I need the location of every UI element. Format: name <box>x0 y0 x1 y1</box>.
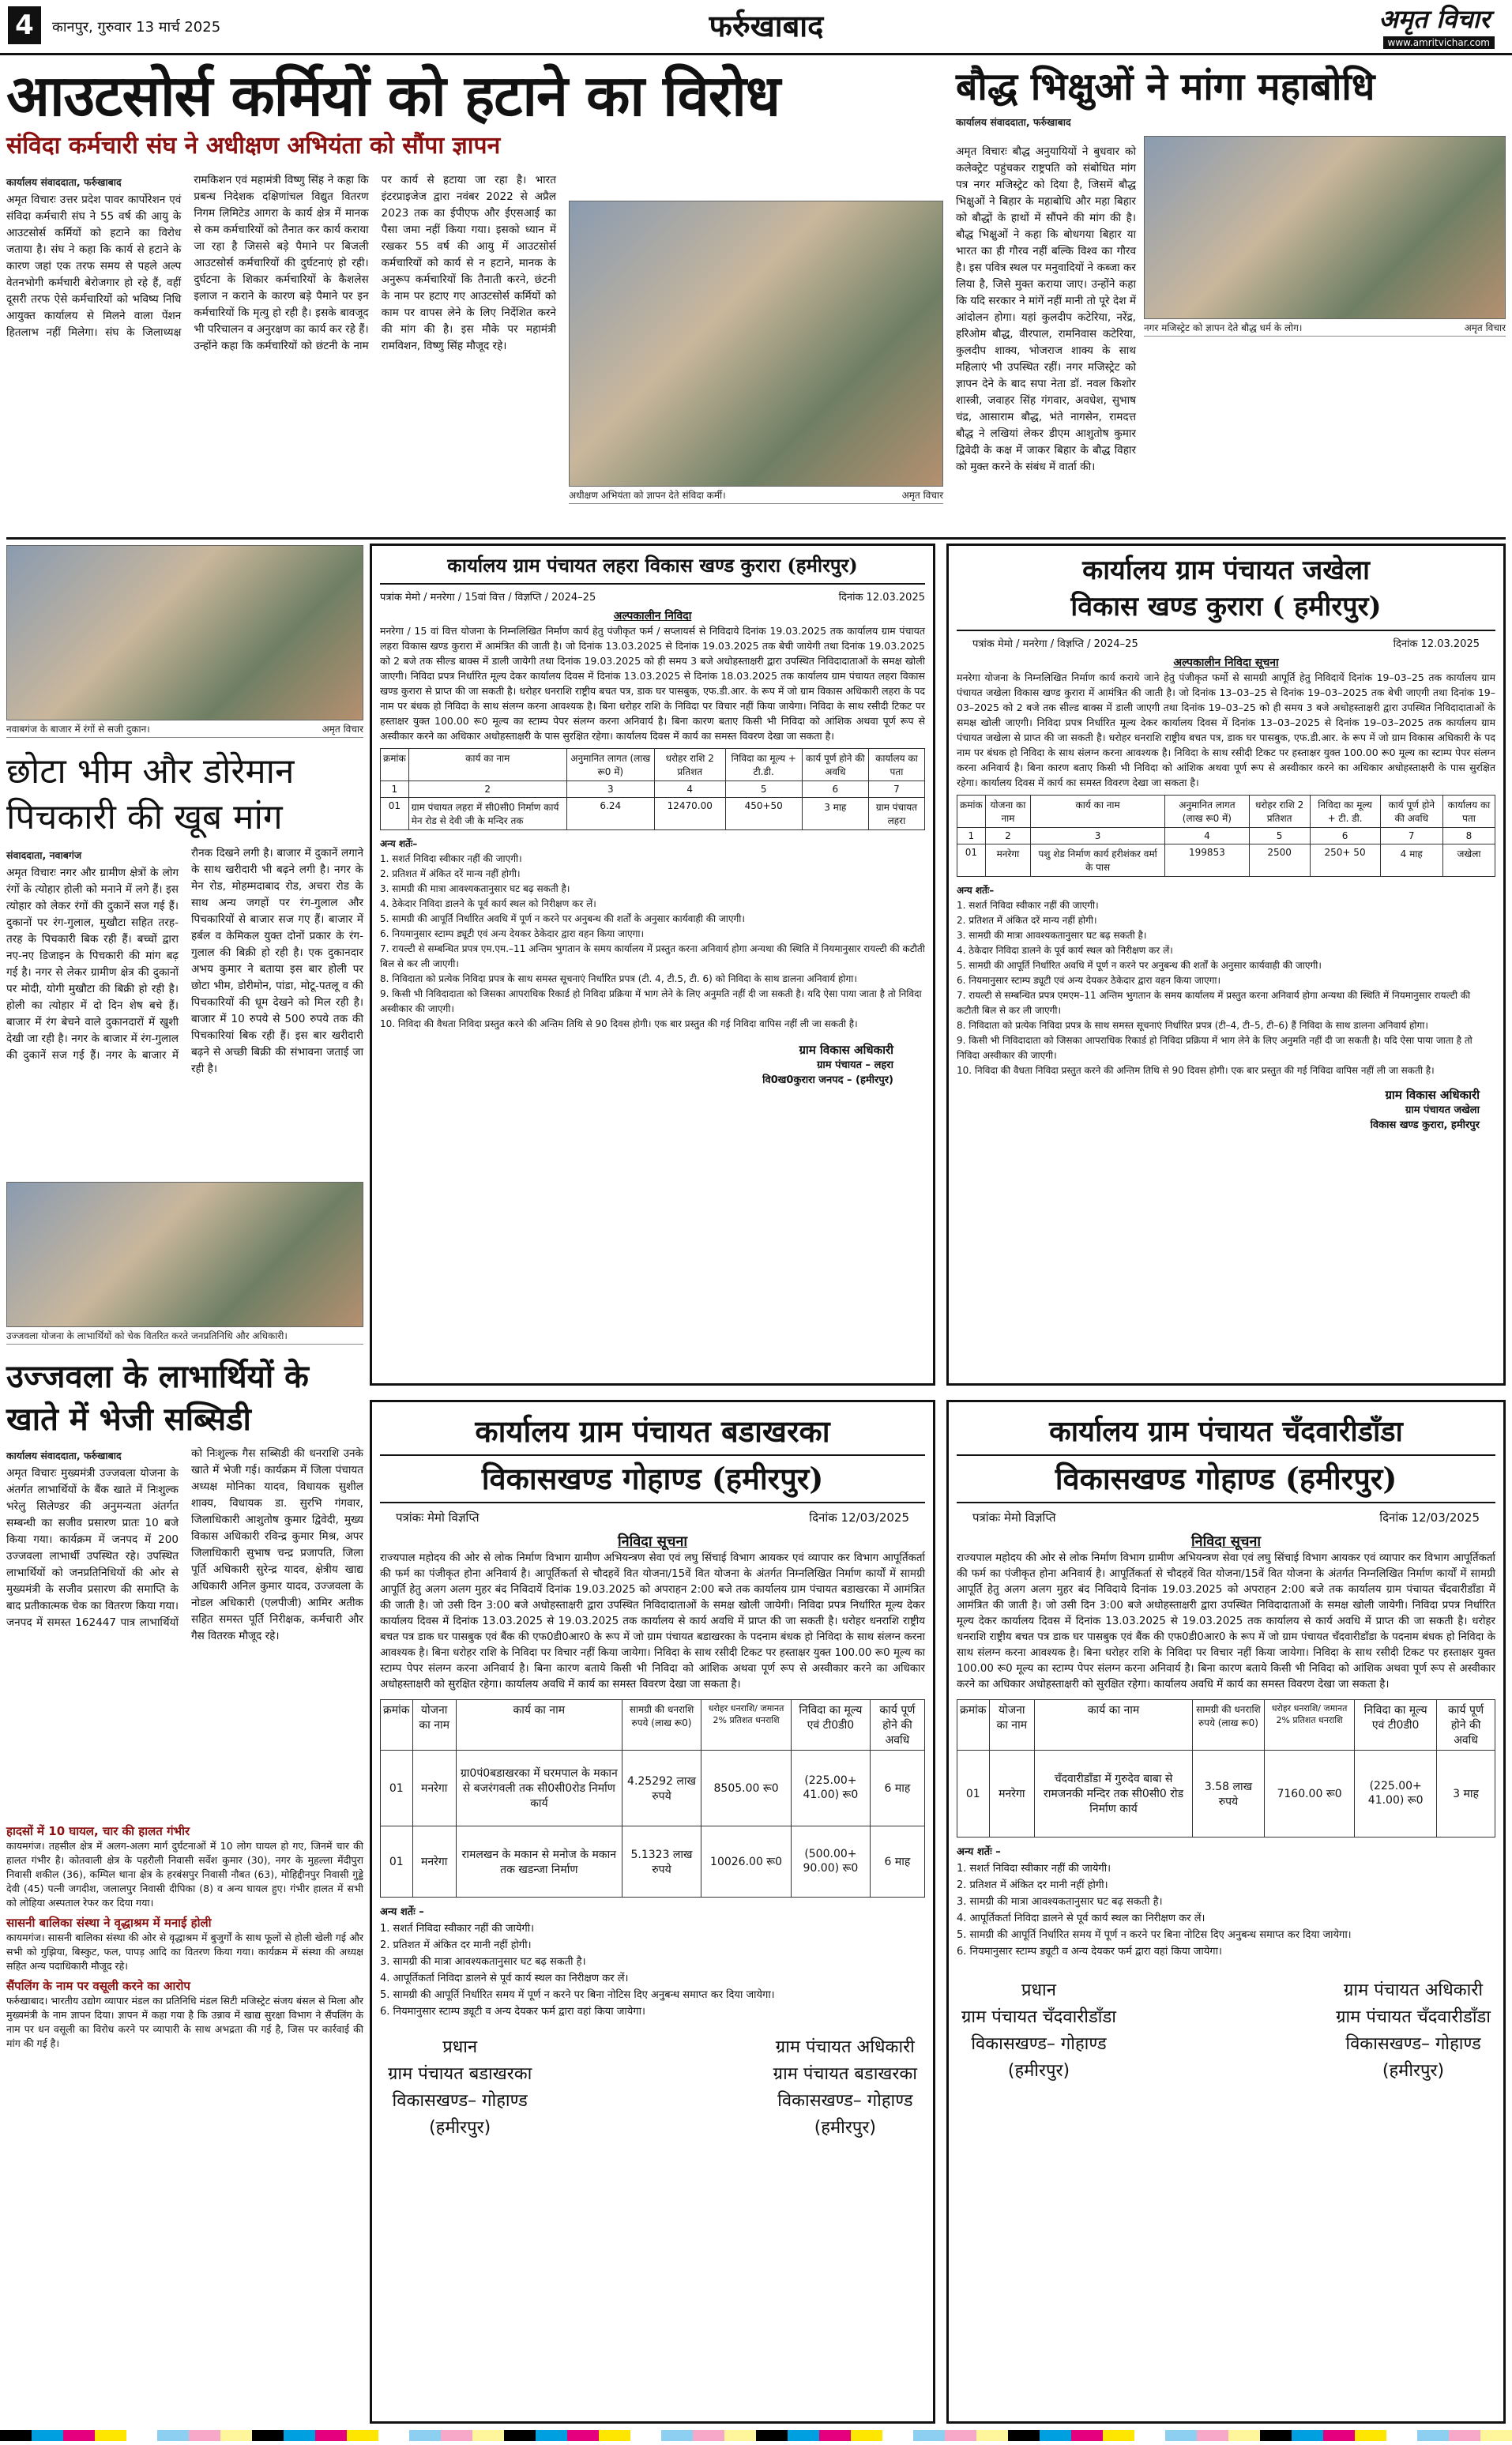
table-cell: 01 <box>381 1826 413 1898</box>
brand-logo: अमृत विचार <box>1378 4 1490 34</box>
table-cell: 6 माह <box>870 1826 924 1898</box>
table-cell: मनरेगा <box>412 1751 456 1826</box>
buddh-body: अमृत विचारः बौद्ध अनुयायियों ने बुधवार को कलेक्ट्रेट पहुंचकर राष्ट्रपति को संबोधित मांग पत्र नगर मजिस्ट्रेट को दिया है, जिसमें बौद्ध भिक्षुओं ने बिहार के महाबोधि और महा बिहार को बौद्धों के हाथों में सौंपने की मांग की है। बौद्ध भिक्षुओं ने कहा कि बोधगया बिहार या भारत का ही गौरव नहीं बल्कि विश्व का गौरव है। इस पवित्र स्थल पर मनुवादियों ने कब्जा कर लिया है, जिसे मुक्त कराया जाए। उन्होंने कहा कि यदि सरकार ने मांगें नहीं मानी तो पूरे देश में आंदोलन होगा। यहां कुलदीप कटेरिया, नरेंद्र, हरिओम बौद्ध, वीरपाल, रामनिवास कटेरिया, कुलदीप शाक्य, भोजराज शाक्य के साथ महिलाएं भी उपस्थित रहीं। नगर मजिस्ट्रेट को ज्ञापन देने के बाद सपा नेता डॉ. नवल किशोर शास्त्री, जवाहर सिंह गंगवार, अवधेश, सुभाष चंद्र, आसाराम बौद्ध, भंते नागसेन, रामदत्त बौद्ध ने लखियां लेकर डीएम आशुतोष कुमार द्विवेदी के कक्ष में जाकर बिहार के बौद्ध विहार को मुक्त करने के संबंध में वार्ता की। <box>956 145 1136 473</box>
color-swatch <box>157 2430 189 2441</box>
lead-headline: आउटसोर्स कर्मियों को हटाने का विरोध <box>6 62 780 129</box>
table-header-row <box>957 1700 1495 1751</box>
condition: 2. प्रतिशत में अंकित दरें मान्य नहीं होगी। <box>957 915 1097 926</box>
signature-line: ग्राम पंचायत चँदवारीडाँडा <box>961 2007 1116 2027</box>
notice-kind: अल्पकालीन निविदा <box>613 610 692 623</box>
color-swatch <box>1386 2430 1418 2441</box>
signature-line: ग्राम पंचायत अधिकारी <box>1344 1980 1484 2000</box>
color-swatch <box>945 2430 976 2441</box>
lead-caption <box>569 487 943 504</box>
signature-line: विकासखण्ड– गोहाण्ड <box>777 2091 913 2111</box>
notice-ref: पत्रांकः मेमो विज्ञप्ति <box>396 1510 480 1525</box>
signature-line: (हमीरपुर) <box>1382 2061 1445 2081</box>
table-row <box>381 798 925 830</box>
holi-photo-credit: अमृत विचार <box>322 724 363 735</box>
condition: 6. नियमानुसार स्टाम्प ड्यूटी एवं अन्य देयकर ठेकेदार द्वारा वहन किया जाएगा। <box>380 928 645 939</box>
table-cell: जखेला <box>1442 844 1495 877</box>
table-header: क्रमांक <box>957 796 986 828</box>
signature-right <box>773 2034 917 2142</box>
table-header: कार्यालय का पता <box>868 749 924 781</box>
table-cell: 2 <box>408 781 566 798</box>
buddh-body-wrap <box>956 144 1506 536</box>
table-cell: 4 माह <box>1380 844 1442 877</box>
ujjwala-caption-text: उज्जवला योजना के लाभार्थियों को चेक वितरित करते जनप्रतिनिधि और अधिकारी। <box>6 1330 288 1341</box>
table-header: धरोहर राशि 2 प्रतिशत <box>1249 796 1310 828</box>
table-cell: 3.58 लाख रुपये <box>1193 1751 1265 1838</box>
table-cell: 01 <box>957 844 986 877</box>
color-swatch <box>1008 2430 1040 2441</box>
color-swatch <box>504 2430 536 2441</box>
condition: 6. नियमानुसार स्टाम्प ड्यूटी व अन्य देयकर फर्म द्वारा वहां किया जायेगा। <box>957 1946 1222 1958</box>
condition: 3. सामग्री की मात्रा आवश्यकतानुसार घट बढ़ सकती है। <box>380 883 570 894</box>
color-swatch <box>1134 2430 1166 2441</box>
condition: 5. सामग्री की आपूर्ति निर्धारित समय में पूर्ण न करने पर बिना नोटिस दिए अनुबन्ध समाप्त कर दिया जायेगा। <box>957 1929 1352 1941</box>
condition: 3. सामग्री की मात्रा आवश्यकतानुसार घट बढ़ सकती है। <box>380 1956 586 1968</box>
table-cell: 7160.00 रू0 <box>1264 1751 1354 1838</box>
table-header: धरोहर धनराशि/ जमानत 2% प्रतिशत धनराशि <box>1264 1700 1354 1751</box>
table-cell: (225.00+ 41.00) रू0 <box>1355 1751 1437 1838</box>
condition: 10. निविदा की वैधता निविदा प्रस्तुत करने की अन्तिम तिथि से 90 दिवस होगी। एक बार प्रस्तुत की गई निविदा वापिस नहीं ली जा सकती है। <box>380 1018 858 1029</box>
table-cell: 6 <box>802 781 868 798</box>
table-cell: ग्रा0पं0बडाखरका में घरमपाल के मकान से बजरंगवली तक सी0सी0रोड निर्माण कार्य <box>456 1751 622 1826</box>
table-header: कार्य का नाम <box>408 749 566 781</box>
holi-body-wrap <box>6 845 363 1172</box>
lead-byline: कार्यालय संवाददाता, फर्रुखाबाद <box>6 176 122 188</box>
brand-url[interactable]: www.amritvichar.com <box>1383 36 1495 49</box>
color-swatch <box>1197 2430 1228 2441</box>
ujjwala-photo <box>6 1182 363 1327</box>
left-column <box>6 545 363 2425</box>
table-cell: 12470.00 <box>654 798 725 830</box>
table-cell: 5 <box>1249 828 1310 844</box>
notice-ref: पत्रांकः मेमो विज्ञप्ति <box>972 1510 1056 1525</box>
condition: 9. किसी भी निविदादाता को जिसका आपराधिक रिकार्ड हो निविदा प्रक्रिया में भाग लेने के लिए अनुमति नहीं दी जा सकती है। यदि ऐसा पाया जाता है तो निविदा अस्वीकार की जाएगी। <box>380 988 922 1014</box>
lead-photo-credit: अमृत विचार <box>901 490 943 501</box>
color-swatch <box>1103 2430 1134 2441</box>
color-swatch <box>724 2430 756 2441</box>
print-color-bar <box>0 2430 1512 2441</box>
signature-line: विकासखण्ड– गोहाण्ड <box>392 2091 528 2111</box>
notice-lahra-title: कार्यालय ग्राम पंचायत लहरा विकास खण्ड कुरारा (हमीरपुर) <box>380 552 925 585</box>
notice-lahra <box>370 544 935 1386</box>
signature-line: ग्राम पंचायत बडाखरका <box>388 2064 532 2084</box>
section-name: फर्रुखाबाद <box>709 8 824 43</box>
notice-chandwari <box>946 1400 1506 2424</box>
ujjwala-body: अमृत विचारः मुख्यमंत्री उज्जवला योजना के अंतर्गत लाभार्थियों के बैंक खाते में निःशुल्क भरेलु सिलेण्डर की अनुमन्यता अंतर्गत सम्बन्धी का सजीव प्रसारण प्रातः 10 बजे किया गया। कार्यक्रम में जनपद में 200 उज्जवला लाभार्थी उपस्थित रहे। उपस्थित लाभार्थियों को जनप्रतिनिधियों की ओर से मुख्यमंत्री के सजीव प्रसारण की समाप्ति के बाद प्रतीकात्मक चेक का वितरण किया गया। जनपद में समस्त 162447 पात्र लाभार्थियों को निःशुल्क गैस सब्सिडी की धनराशि उनके खाते में भेजी गई। कार्यक्रम में जिला पंचायत अध्यक्ष मोनिका यादव, विधायक सुशील शाक्य, विधायक डा. सुरभि गंगवार, जिलाधिकारी आशुतोष कुमार द्विवेदी, मुख्य विकास अधिकारी रविन्द्र कुमार मिश्र, अपर जिलाधिकारी सुभाष चन्द्र प्रजापति, जिला पूर्ति अधिकारी सुरेन्द्र यादव, क्षेत्रीय खाद्य अधिकारी अनिल कुमार यादव, उज्जवला के नोडल अधिकारी (एलपीजी) आमिर अतीक सहित समस्त पूर्ति निरीक्षक, कर्मचारी और गैस वितरक मौजूद रहे। <box>6 1447 363 1642</box>
color-swatch <box>536 2430 567 2441</box>
lead-body-wrap <box>6 172 556 536</box>
table-header: अनुमानित लागत (लाख रू0 में) <box>1165 796 1250 828</box>
color-swatch <box>756 2430 788 2441</box>
notice-conditions <box>957 1844 1495 1960</box>
signature-line: विकासखण्ड– गोहाण्ड <box>971 2034 1107 2054</box>
signature-line: (हमीरपुर) <box>814 2118 876 2138</box>
signature-line: ग्राम पंचायत जखेला <box>1405 1104 1480 1116</box>
color-swatch <box>567 2430 599 2441</box>
condition: 1. सशर्त निविदा स्वीकार नहीं की जायेगी। <box>380 1923 535 1935</box>
table-header: कार्य पूर्ण होने की अवधि <box>1437 1700 1495 1751</box>
table-cell: मनरेगा <box>989 1751 1035 1838</box>
page-number: 4 <box>8 6 41 44</box>
table-row <box>957 828 1495 844</box>
signature-line: ग्राम पंचायत अधिकारी <box>775 2037 915 2057</box>
condition: 7. रायल्टी से सम्बन्धित प्रपत्र एमएम–11 अन्तिम भुगतान के समय कार्यालय में प्रस्तुत करना अनिवार्य होगा अन्यथा की स्थिति में नियमानुसार रायल्टी की कटौती बिल से कर ली जाएगी। <box>957 990 1471 1016</box>
notice-intro: मनरेगा योजना के निम्नलिखित निर्माण कार्य कराये जाने हेतु पंजीकृत फर्मो से सामग्री आपूर्ति हेतु निविदायें दिनांक 19–03–25 तक कार्यालय ग्राम पंचायत जखेला विकास खण्ड कुरारा में आमंत्रित की जाती है। जो दिनांक 13–03–25 से दिनांक 19–03–2025 तक बेची जाएगी तथा दिनांक 19–03–2025 को 2 बजे तक सील्ड बाक्स में डाली जाएगी तथा दिनांक 19–03–25 को ही समय 3 बजे अधोहस्ताक्षरी द्वारा उपस्थित निविदादाताओं के समक्ष खोली जाएगी। निविदा प्रपत्र निर्धारित मूल्य देकर कार्यालय दिवस में दिनांक 13–03–2025 से दिनांक 19–03–2025 तक कार्यालय ग्राम पंचायत जखेला से प्राप्त की जा सकती है। धरोहर धनराशि राष्ट्रीय बचत पत्र, डाक घर पासबुक, एफ.डी.आर. के रूप में जो ग्राम विकास अधिकारी के पद नाम पर बंधक हो निविदा के साथ संलग्न करना आवश्यक है। निविदा के साथ रसीदी टिकट पर हस्ताक्षर युक्त 100.00 रू0 मूल्य का स्टाम्प पेपर संलग्न करना अनिवार्य है। बिना कारण बताए किसी भी निविदा को आंशिक अथवा पूर्ण रूप से अस्वीकार करने का अधिकार अधोहस्ताक्षरी के पास सुरक्षित रहेगा। कार्यालय दिवस में कार्य का समस्त विवरण देखा जा सकता है। <box>957 671 1495 788</box>
notice-ref: पत्रांक मेमो / मनरेगा / 15वां वित्त / विज्ञप्ति / 2024–25 <box>380 592 596 604</box>
notice-badakharka <box>370 1400 935 2424</box>
table-cell: 3 <box>1031 828 1165 844</box>
lead-subhead: संविदा कर्मचारी संघ ने अधीक्षण अभियंता को सौंपा ज्ञापन <box>6 132 501 160</box>
condition: 2. प्रतिशत में अंकित दर मानी नहीं होगी। <box>957 1879 1108 1891</box>
table-cell: 6 <box>1310 828 1380 844</box>
masthead <box>0 0 1512 55</box>
table-cell: मनरेगा <box>985 844 1030 877</box>
color-swatch <box>630 2430 662 2441</box>
notice-kind: अल्पकालीन निविदा सूचना <box>1173 656 1279 669</box>
lead-photo-wrap <box>569 201 943 512</box>
holi-caption-text: नवाबगंज के बाजार में रंगों से सजी दुकान। <box>6 724 150 735</box>
table-cell: चँदवारीडाँडा में गुरुदेव बाबा से रामजनकी मन्दिर तक सी0सी0 रोड निर्माण कार्य <box>1035 1751 1193 1838</box>
color-swatch <box>1417 2430 1449 2441</box>
notice-jakhela-title-1: कार्यालय ग्राम पंचायत जखेला <box>1082 555 1370 586</box>
color-swatch <box>409 2430 441 2441</box>
brief-item <box>6 1978 363 2051</box>
notice-jakhela-title-2: विकास खण्ड कुरारा ( हमीरपुर) <box>957 589 1495 631</box>
notice-date: दिनांक 12/03/2025 <box>1379 1510 1480 1525</box>
color-swatch <box>1449 2430 1480 2441</box>
table-header-row <box>381 1700 925 1751</box>
signature-line: (हमीरपुर) <box>429 2118 491 2138</box>
condition: 5. सामग्री की आपूर्ति निर्धारित अवधि में पूर्ण न करने पर अनुबन्ध की शर्तों के अनुसार कार्यवाही की जाएगी। <box>957 960 1322 971</box>
signature-left <box>388 2034 532 2142</box>
notice-signature <box>957 1088 1495 1133</box>
table-cell: 7 <box>868 781 924 798</box>
conditions-title: अन्य शर्तेः – <box>380 1906 424 1918</box>
notice-table <box>957 795 1495 877</box>
notice-table <box>380 1699 925 1898</box>
condition: 10. निविदा की वैधता निविदा प्रस्तुत करने की अन्तिम तिथि से 90 दिवस होगी। एक बार प्रस्तुत की गई निविदा वापिस नहीं ली जा सकती है। <box>957 1065 1435 1076</box>
color-swatch <box>1355 2430 1386 2441</box>
table-row <box>957 1751 1495 1838</box>
table-cell: 450+50 <box>725 798 802 830</box>
notice-date: दिनांक 12.03.2025 <box>838 592 925 604</box>
table-cell: 4 <box>654 781 725 798</box>
holi-headline-1: छोटा भीम और डोरेमान <box>6 751 295 792</box>
color-swatch <box>189 2430 220 2441</box>
signature-line: (हमीरपुर) <box>1007 2061 1070 2081</box>
holi-headline-2: पिचकारी की खूब मांग <box>6 797 283 837</box>
buddh-byline: कार्यालय संवाददाता, फर्रुखाबाद <box>956 116 1071 128</box>
notice-conditions <box>957 883 1495 1078</box>
brief-body: कायमगंज। सासनी बालिका संस्था की ओर से वृद्धाश्रम में बुजुर्गों के साथ फूलों से होली खेली गई और सभी को गुझिया, बिस्कुट, फल, पापड़ आदि का वितरण किया गया। कार्यक्रम में संस्था की अध्यक्ष सहित अन्य पदाधिकारी मौजूद रहे। <box>6 1932 363 1972</box>
color-swatch <box>661 2430 693 2441</box>
color-swatch <box>788 2430 819 2441</box>
notice-table <box>957 1699 1495 1838</box>
table-cell: 2500 <box>1249 844 1310 877</box>
color-swatch <box>284 2430 315 2441</box>
divider-top <box>6 537 1506 540</box>
condition: 4. ठेकेदार निविदा डालने के पूर्व कार्य स्थल को निरीक्षण कर लें। <box>380 898 596 909</box>
notice-ref: पत्रांक मेमो / मनरेगा / विज्ञप्ति / 2024–25 <box>972 638 1138 650</box>
table-cell: 01 <box>381 1751 413 1826</box>
table-cell: ग्राम पंचायत लहरा में सी0सी0 निर्माण कार्य मेन रोड से देवी जी के मन्दिर तक <box>408 798 566 830</box>
lead-story <box>6 62 943 536</box>
table-header: निविदा का मूल्य एवं टी0डी0 <box>1355 1700 1437 1751</box>
table-header: कार्य पूर्ण होने की अवधि <box>802 749 868 781</box>
table-cell: 6.24 <box>566 798 654 830</box>
buddh-caption-text: नगर मजिस्ट्रेट को ज्ञापन देते बौद्ध धर्म के लोग। <box>1144 322 1303 333</box>
table-header: धरोहर राशि 2 प्रतिशत <box>654 749 725 781</box>
table-header: योजना का नाम <box>989 1700 1035 1751</box>
color-swatch <box>1260 2430 1292 2441</box>
color-swatch <box>693 2430 724 2441</box>
notice-signatures <box>957 1977 1495 2085</box>
signature-line: ग्राम विकास अधिकारी <box>1385 1088 1480 1102</box>
table-cell: (225.00+ 41.00) रू0 <box>791 1751 870 1826</box>
signature-line: प्रधान <box>442 2037 478 2057</box>
lead-body: अमृत विचारः उत्तर प्रदेश पावर कार्पोरेशन एवं संविदा कर्मचारी संघ ने 55 वर्ष की आयु के आउटसोर्स कर्मियों को हटाने का विरोध जताया है। संघ ने कहा कि कार्य से हटाने के कारण जहां एक तरफ समय से पहले अल्प वेतनभोगी कर्मचारी बेरोजगार हो रहे हैं, वहीं दूसरी तरफ ऐसे कर्मचारियों को भविष्य निधि आयुक्त कार्यालय से मिलने वाला पेंशन हितलाभ नहीं मिलेगा। संघ के जिलाध्यक्ष रामकिशन एवं महामंत्री विष्णु सिंह ने कहा कि प्रबन्ध निदेशक दक्षिणांचल विद्युत वितरण निगम लिमिटेड आगरा के कार्य क्षेत्र में मानक से कम कर्मचारियों को तैनात कर कार्य कराया जा रहा है जिससे बड़े पैमाने पर बिजली आउटसोर्स कर्मचारियों की दुर्घटनाएं हो रही। दुर्घटना के शिकार कर्मचारियों के कैशलेस इलाज न कराने के कारण बड़े पैमाने पर इन कर्मचारियों कि मृत्यु हो रही है। इसके बावजूद भी परिचालन व अनुरक्षण का कार्य कर रहे हैं। उन्होंने कहा कि कर्मचारियों को छंटनी के नाम पर कार्य से हटाया जा रहा है। भारत इंटरप्राइजेज द्वारा नवंबर 2022 से अप्रैल 2023 तक का ईपीएफ और ईएसआई का पैसा जमा नहीं किया गया। इसको ध्यान में रखकर 55 वर्ष की आयु में आउटसोर्स कर्मचारियों को कार्य से न हटाने, मानक के अनुरूप कर्मचारियों कि तैनाती करने, छंटनी के नाम पर हटाए गए आउटसोर्स कर्मियों को काम पर वापस लेने के लिए निर्देशित करने की मांग की है। इस मौके पर महामंत्री रामविशन, विष्णु सिंह मौजूद रहे। <box>6 174 556 352</box>
notice-signatures <box>380 2034 925 2142</box>
conditions-title: अन्य शर्तेः– <box>380 838 418 849</box>
table-cell: 1 <box>381 781 409 798</box>
color-swatch <box>1071 2430 1103 2441</box>
table-cell: 01 <box>381 798 409 830</box>
color-swatch <box>1292 2430 1323 2441</box>
color-swatch <box>32 2430 63 2441</box>
brief-title: हादसों में 10 घायल, चार की हालत गंभीर <box>6 1824 190 1838</box>
city-date: कानपुर, गुरुवार 13 मार्च 2025 <box>52 19 221 36</box>
table-cell: मनरेगा <box>412 1826 456 1898</box>
notice-date: दिनांक 12.03.2025 <box>1393 638 1480 650</box>
holi-photo <box>6 545 363 720</box>
buddh-headline: बौद्ध भिक्षुओं ने मांगा महाबोधि <box>956 65 1375 109</box>
signature-line: वि0ख0कुरारा जनपद – (हमीरपुर) <box>762 1074 893 1086</box>
color-swatch <box>441 2430 472 2441</box>
notice-kind: निविदा सूचना <box>1190 1533 1262 1550</box>
table-header: निविदा का मूल्य एवं टी0डी0 <box>791 1700 870 1751</box>
table-cell: 5 <box>725 781 802 798</box>
color-swatch <box>913 2430 945 2441</box>
table-cell: 6 माह <box>870 1751 924 1826</box>
table-cell: 8505.00 रू0 <box>701 1751 792 1826</box>
table-header: कार्यालय का पता <box>1442 796 1495 828</box>
condition: 7. रायल्टी से सम्बन्धित प्रपत्र एम.एम.–11 अन्तिम भुगतान के समय कार्यालय में प्रस्तुत करना अनिवार्य होगा अन्यथा की स्थिति में नियमानुसार रायल्टी की कटौती बिल से कर ली जाएगी। <box>380 943 925 969</box>
notice-conditions <box>380 837 925 1032</box>
table-header: कार्य पूर्ण होने की अवधि <box>870 1700 924 1751</box>
table-header: क्रमांक <box>957 1700 990 1751</box>
signature-line: ग्राम पंचायत चँदवारीडाँडा <box>1336 2007 1491 2027</box>
table-header: अनुमानित लागत (लाख रू0 में) <box>566 749 654 781</box>
table-row <box>381 1751 925 1826</box>
brief-body: फर्रुखाबाद। भारतीय उद्योग व्यापार मंडल का प्रतिनिधि मंडल सिटी मजिस्ट्रेट संजय बंसल से मिला और मुख्यमंत्री के नाम ज्ञापन दिया। ज्ञापन में कहा गया है कि उन्नाव में खाद्य सुरक्षा विभाग ने सैंपलिंग के नाम पर धन वसूली का विरोध करने पर व्यापारी के साथ अभद्रता की गई है, जिस पर कार्रवाई की मांग की गई है। <box>6 1995 363 2049</box>
table-cell: 199853 <box>1165 844 1250 877</box>
signature-line: ग्राम पंचायत बडाखरका <box>773 2064 917 2084</box>
ujjwala-caption <box>6 1327 363 1345</box>
color-swatch <box>63 2430 95 2441</box>
signature-line: विकास खण्ड कुरारा, हमीरपुर <box>1370 1119 1480 1131</box>
table-row <box>381 1826 925 1898</box>
briefs <box>6 1823 363 2051</box>
color-swatch <box>472 2430 504 2441</box>
condition: 8. निविदाता को प्रत्येक निविदा प्रपत्र के साथ समस्त सूचनाएं निर्धारित प्रपत्र (टी–4, टी–5, टी–6) हैं निविदा के साथ डालना अनिवार्य होगा। <box>957 1020 1428 1031</box>
color-swatch <box>315 2430 347 2441</box>
color-swatch <box>976 2430 1008 2441</box>
table-cell: 3 <box>566 781 654 798</box>
condition: 6. नियमानुसार स्टाम्प ड्यूटी एवं अन्य देयकर ठेकेदार द्वारा वहन किया जाएगा। <box>957 975 1221 986</box>
condition: 2. प्रतिशत में अंकित दर मानी नहीं होगी। <box>380 1939 532 1951</box>
color-swatch <box>378 2430 410 2441</box>
notice-badakharka-title-1: कार्यालय ग्राम पंचायत बडाखरका <box>380 1409 925 1456</box>
table-header: कार्य का नाम <box>1035 1700 1193 1751</box>
condition: 9. किसी भी निविदादाता को जिसका आपराधिक रिकार्ड हो निविदा प्रक्रिया में भाग लेने के लिए अनुमति नहीं दी जा सकती है। यदि ऐसा पाया जाता है तो निविदा अस्वीकार की जाएगी। <box>957 1035 1473 1061</box>
color-swatch <box>1165 2430 1197 2441</box>
table-header: कार्य का नाम <box>1031 796 1165 828</box>
color-swatch <box>819 2430 851 2441</box>
signature-line: ग्राम पंचायत – लहरा <box>817 1059 893 1071</box>
brief-item <box>6 1823 363 1910</box>
notice-conditions <box>380 1904 925 2020</box>
color-swatch <box>126 2430 158 2441</box>
lead-caption-text: अधीक्षण अभियंता को ज्ञापन देते संविदा कर्मी। <box>569 490 726 501</box>
notice-chandwari-title-2: विकासखण्ड गोहाण्ड (हमीरपुर) <box>957 1456 1495 1503</box>
table-cell: 250+ 50 <box>1310 844 1380 877</box>
table-header: क्रमांक <box>381 1700 413 1751</box>
table-row <box>957 844 1495 877</box>
signature-line: विकासखण्ड– गोहाण्ड <box>1345 2034 1481 2054</box>
table-header: सामग्री की धनराशि रुपये (लाख रू0) <box>1193 1700 1265 1751</box>
condition: 4. ठेकेदार निविदा डालने के पूर्व कार्य स्थल को निरीक्षण कर लें। <box>957 945 1173 956</box>
table-cell: रामलखन के मकान से मनोज के मकान तक खडन्जा निर्माण <box>456 1826 622 1898</box>
table-cell: 7 <box>1380 828 1442 844</box>
condition: 1. सशर्त निविदा स्वीकार नहीं की जाएगी। <box>380 853 522 864</box>
brief-item <box>6 1915 363 1973</box>
table-header: धरोहर धनराशि/ जमानत 2% प्रतिशत धनराशि <box>701 1700 792 1751</box>
table-cell: 3 माह <box>1437 1751 1495 1838</box>
condition: 4. आपूर्तिकर्ता निविदा डालने से पूर्व कार्य स्थल का निरीक्षण कर लें। <box>380 1973 629 1984</box>
table-header: सामग्री की धनराशि रुपये (लाख रू0) <box>622 1700 701 1751</box>
color-swatch <box>0 2430 32 2441</box>
table-header-row <box>957 796 1495 828</box>
color-swatch <box>252 2430 284 2441</box>
table-header: योजना का नाम <box>412 1700 456 1751</box>
color-swatch <box>599 2430 630 2441</box>
color-swatch <box>1228 2430 1260 2441</box>
color-swatch <box>1480 2430 1512 2441</box>
signature-left <box>961 1977 1116 2085</box>
color-swatch <box>347 2430 378 2441</box>
signature-line: प्रधान <box>1021 1980 1056 2000</box>
holi-body: अमृत विचारः नगर और ग्रामीण क्षेत्रों के लोग रंगों के त्योहार होली को मनाने में लगे हैं। इस त्योहार को लेकर रंगों की दुकानें सज गई हैं। दुकानों पर रंग-गुलाल, मुखौटा सहित तरह-तरह के पिचकारी बिक रही हैं। बच्चों द्वारा नए-नए डिजाइन के पिचकारी की मांग बढ़ गई है। नगर से लेकर ग्रामीण क्षेत्र की दुकानों पर मोदी, योगी मुखौटा की बिक्री हो रही है। होली का त्योहार में दो दिन शेष बचे हैं। बाजार में रंग बेचने वाले दुकानदारों में खुशी देखी जा रही है। नगर के बाजार में रंग-गुलाल की दुकानें सज गई हैं। नगर के बाजार में रौनक दिखने लगी है। बाजार में दुकानें लगाने के साथ खरीदारी भी बढ़ने लगी है। नगर के मेन रोड, मोहम्मदाबाद रोड, अचरा रोड के साथ अन्य जगहों पर रंग-गुलाल और पिचकारियों से बाजार सज गए हैं। बाजार में हर्बल व केमिकल युक्त दोनों प्रकार के रंग-गुलाल की बिक्री हो रही है। एक दुकानदार अभय कुमार ने बताया इस बार होली पर छोटा भीम, डोरीमोन, पांडा, मोटू-पतलू व की पिचकारियों की धूम देखने को मिल रही है। बाजार में 10 रुपये से 500 रुपये तक की पिचकारियां बिक रही हैं। इस बार खरीदारी बढ़ने से अच्छी बिक्री की संभावना जताई जा रही है। <box>6 847 363 1075</box>
notice-chandwari-title-1: कार्यालय ग्राम पंचायत चँदवारीडाँडा <box>957 1409 1495 1456</box>
condition: 5. सामग्री की आपूर्ति निर्धारित समय में पूर्ण न करने पर बिना नोटिस दिए अनुबन्ध समाप्त कर दिया जायेगा। <box>380 1989 775 2001</box>
table-row <box>381 781 925 798</box>
condition: 6. नियमानुसार स्टाम्प ड्यूटी व अन्य देयकर फर्म द्वारा वहां किया जायेगा। <box>380 2006 645 2018</box>
table-cell: पशु शेड निर्माण कार्य हरीशंकर वर्मा के पास <box>1031 844 1165 877</box>
table-cell: 1 <box>957 828 986 844</box>
table-header: योजना का नाम <box>985 796 1030 828</box>
buddh-photo-credit: अमृत विचार <box>1464 322 1506 333</box>
brief-title: सैंपलिंग के नाम पर वसूली करने का आरोप <box>6 1979 190 1993</box>
notice-intro: मनरेगा / 15 वां वित्त योजना के निम्नलिखित निर्माण कार्य हेतु पंजीकृत फर्म / सप्लायर्स से निविदाये दिनांक 19.03.2025 तक कार्यालय ग्राम पंचायत लहरा विकास खण्ड कुरारा में आमंत्रित की जाती है। जो दिनांक 13.03.2025 से दिनांक 19.03.2025 तक बेची जायेगी तथा दिनांक 19.03.2025 को 2 बजे तक सील्ड बाक्स में डाली जायेगी तथा दिनांक 19.03.2025 को ही समय 3 बजे अधोहस्ताक्षरी द्वारा उपस्थित निविदादाताओं के समक्ष खोली जाएगी। निविदा प्रपत्र निर्धारित मूल्य देकर कार्यालय दिवस में दिनांक 13.03.2025 से दिनांक 18.03.2025 तक कार्यालय ग्राम पंचायत लहरा विकास खण्ड कुरारा से प्राप्त की जा सकती है। धरोहर धनराशि राष्ट्रीय बचत पत्र, डाक घर पासबुक, एफ.डी.आर. के रूप में जो ग्राम विकास अधिकारी लहरा के पद नाम पर बंधक हो निविदा के साथ संलग्न करना आवश्यक है। बिना धरोहर राशि के निविदा पर विचार नहीं किया जायेगा। निविदा के साथ रसीदी टिकट पर हस्ताक्षर युक्त 100.00 रू0 मूल्य का स्टाम्प पेपर संलग्न करना अनिवार्य है। बिना कारण बताए किसी भी निविदा को आंशिक अथवा पूर्ण रूप से अस्वीकार करने का अधिकार अधोहस्ताक्षरी के पास सुरक्षित रहेगा। कार्यालय दिवस में कार्य का समस्त विवरण देखा जा सकता है। <box>380 625 925 742</box>
table-cell: 2 <box>985 828 1030 844</box>
condition: 8. निविदाता को प्रत्येक निविदा प्रपत्र के साथ समस्त सूचनाएं निर्धारित प्रपत्र (टी. 4, टी.5, टी. 6) को निविदा के साथ डालना अनिवार्य होगा। <box>380 973 857 984</box>
notice-intro: राज्यपाल महोदय की ओर से लोक निर्माण विभाग ग्रामीण अभियन्त्रण सेवा एवं लघु सिंचाई विभाग आयकर एवं व्यापार कर विभाग आपूर्तिकर्ता की फर्म का पंजीकृत होना अनिवार्य है। आपूर्तिकर्ता से चौदहवें वित योजना/15वें वित योजना के अंतर्गत निम्नलिखित निर्माण कार्यों में सामग्री आपूर्ति हेतु अलग अलग मुहर बंद निविदायें दिनांक 19.03.2025 को अपराहन 2:00 बजे तक कार्यालय ग्राम पंचायत बडाखरका में आमंत्रित की जाती है। जो उसी दिन 3:00 बजे अधोहस्ताक्षरी द्वारा उपस्थित निविदादाताओं के समक्ष खोली जायेगी। निविदा प्रपत्र निर्धारित मूल्य देकर कार्यालय दिवस में दिनांक 13.03.2025 से 19.03.2025 तक कार्यालय से कार्य अवधि में प्राप्त की जा सकती है। धरोहर धनराशि राष्ट्रीय बचत पत्र डाक घर पासबुक एवं बैंक की एफ0डी0आर0 के रूप में जो ग्राम पंचायत बडाखरका के पदनाम बंधक हो निविदा के साथ संलग्न करना आवश्यक है। बिना धरोहर राशि के निविदा पर विचार नहीं किया जायेगा। निविदा के साथ रसीदी टिकट पर हस्ताक्षर युक्त 100.00 रू0 मूल्य का स्टाम्प पेपर संलग्न करना अनिवार्य है। बिना कारण बताये किसी भी निविदा को आंशिक अथवा पूर्ण रूप से अस्वीकार करने का अधिकार अधोहस्ताक्षरी को सुरक्षित रहेगा। कार्यालय अवधि में कार्य का समस्त विवरण देखा जा सकता है। <box>380 1552 925 1691</box>
color-swatch <box>882 2430 914 2441</box>
table-cell: 4.25292 लाख रुपये <box>622 1751 701 1826</box>
conditions-title: अन्य शर्तेः– <box>957 885 995 896</box>
condition: 3. सामग्री की मात्रा आवश्यकतानुसार घट बढ़ सकती है। <box>957 1896 1163 1908</box>
ujjwala-headline: उज्जवला के लाभार्थियों के खाते में भेजी सब्सिडी <box>6 1358 309 1438</box>
table-cell: 3 माह <box>802 798 868 830</box>
signature-line: ग्राम विकास अधिकारी <box>799 1043 893 1057</box>
notice-jakhela <box>946 544 1506 1386</box>
lead-photo <box>569 201 943 487</box>
condition: 3. सामग्री की मात्रा आवश्यकतानुसार घट बढ़ सकती है। <box>957 930 1147 941</box>
conditions-title: अन्य शर्तेः – <box>957 1846 1001 1858</box>
buddh-story <box>956 62 1506 536</box>
color-swatch <box>851 2430 882 2441</box>
holi-byline: संवाददाता, नवाबगंज <box>6 849 82 861</box>
table-cell: 01 <box>957 1751 990 1838</box>
signature-right <box>1336 1977 1491 2085</box>
table-cell: ग्राम पंचायत लहरा <box>868 798 924 830</box>
condition: 5. सामग्री की आपूर्ति निर्धारित अवधि में पूर्ण न करने पर अनुबन्ध की शर्तों के अनुसार कार्यवाही की जाएगी। <box>380 913 745 924</box>
table-cell: 10026.00 रू0 <box>701 1826 792 1898</box>
color-swatch <box>95 2430 126 2441</box>
condition: 2. प्रतिशत में अंकित दरें मान्य नहीं होगी। <box>380 868 521 879</box>
table-header: कार्य का नाम <box>456 1700 622 1751</box>
table-cell: 4 <box>1165 828 1250 844</box>
ujjwala-body-wrap <box>6 1446 363 1817</box>
ujjwala-byline: कार्यालय संवाददाता, फर्रुखाबाद <box>6 1450 122 1461</box>
notice-intro: राज्यपाल महोदय की ओर से लोक निर्माण विभाग ग्रामीण अभियन्त्रण सेवा एवं लघु सिंचाई विभाग आयकर एवं व्यापार कर विभाग आपूर्तिकर्ता की फर्म का पंजीकृत होना अनिवार्य है। आपूर्तिकर्ता से चौदहवें वित योजना/15वें वित योजना के अंतर्गत निम्नलिखित निर्माण कार्यों में सामग्री आपूर्ति हेतु अलग अलग मुहर बंद निविदाये दिनांक 19.03.2025 को अपराहन 2:00 बजे तक कार्यालय ग्राम पंचायत चँदवारीडाँडा में आमंत्रित की जाती है। जो उसी दिन 3:00 बजे अधोहस्ताक्षरी द्वारा उपस्थित निविदादाताओं के समक्ष खोली जायेगी। निविदा प्रपत्र निर्धारित मूल्य देकर कार्यालय दिवस में दिनांक 13.03.2025 से 19.03.2025 तक कार्यालय से कार्य अवधि में प्राप्त की जा सकती है। धरोहर धनराशि राष्ट्रीय बचत पत्र डाक घर पासबुक एवं बैंक की एफ0डी0आर0 के रूप में जो ग्राम पंचायत चँदवारीडाँडा के पदनाम बंधक हो निविदा के साथ संलग्न करना आवश्यक है। बिना धरोहर राशि के निविदा पर विचार नहीं किया जायेगा। निविदा के साथ रसीदी टिकट पर हस्ताक्षर युक्त 100.00 रू0 मूल्य का स्टाम्प पेपर संलग्न करना अनिवार्य है। बिना कारण बताये किसी भी निविदा को आंशिक अथवा पूर्ण रूप से अस्वीकार करने का अधिकार अधोहस्ताक्षरी को सुरक्षित रहेगा। कार्यालय अवधि में कार्य का समस्त विवरण देखा जा सकता है। <box>957 1552 1495 1691</box>
notice-signature <box>380 1043 925 1088</box>
table-header: कार्य पूर्ण होने की अवधि <box>1380 796 1442 828</box>
table-cell: 5.1323 लाख रुपये <box>622 1826 701 1898</box>
table-header: निविदा का मूल्य + टी. डी. <box>1310 796 1380 828</box>
holi-caption <box>6 720 363 738</box>
table-cell: 8 <box>1442 828 1495 844</box>
color-swatch <box>1040 2430 1071 2441</box>
color-swatch <box>220 2430 252 2441</box>
brief-title: सासनी बालिका संस्था ने वृद्धाश्रम में मनाई होली <box>6 1916 212 1930</box>
table-cell: (500.00+ 90.00) रू0 <box>791 1826 870 1898</box>
table-header: निविदा का मूल्य + टी.डी. <box>725 749 802 781</box>
table-header-row <box>381 749 925 781</box>
condition: 1. सशर्त निविदा स्वीकार नहीं की जायेगी। <box>957 1863 1111 1875</box>
notice-date: दिनांक 12/03/2025 <box>809 1510 909 1525</box>
notice-table <box>380 748 925 830</box>
notice-kind: निविदा सूचना <box>617 1533 688 1550</box>
brief-body: कायमगंज। तहसील क्षेत्र में अलग-अलग मार्ग दुर्घटनाओं में 10 लोग घायल हो गए, जिनमें चार की हालत गंभीर है। कोतवाली क्षेत्र के पहरौली निवासी सर्वेश कुमार (30), नगर के मुहल्ला मेंदीपुरा निवासी शकील (36), कम्पिल थाना क्षेत्र के हरबंसपुर निवासी नौबत (63), मोहिद्दीनपुर निवासी गुड्डे देवी (45) पत्नी जगदीश, जलालपुर निवासी दीपिका (8) व अन्य घायल हुए। गंभीर हालत में सभी को लोहिया अस्पताल रेफर कर दिया गया। <box>6 1840 363 1909</box>
condition: 4. आपूर्तिकर्ता निविदा डालने से पूर्व कार्य स्थल का निरीक्षण कर लें। <box>957 1913 1205 1924</box>
condition: 1. सशर्त निविदा स्वीकार नहीं की जाएगी। <box>957 900 1099 911</box>
table-header: क्रमांक <box>381 749 409 781</box>
notice-badakharka-title-2: विकासखण्ड गोहाण्ड (हमीरपुर) <box>380 1456 925 1503</box>
color-swatch <box>1323 2430 1355 2441</box>
